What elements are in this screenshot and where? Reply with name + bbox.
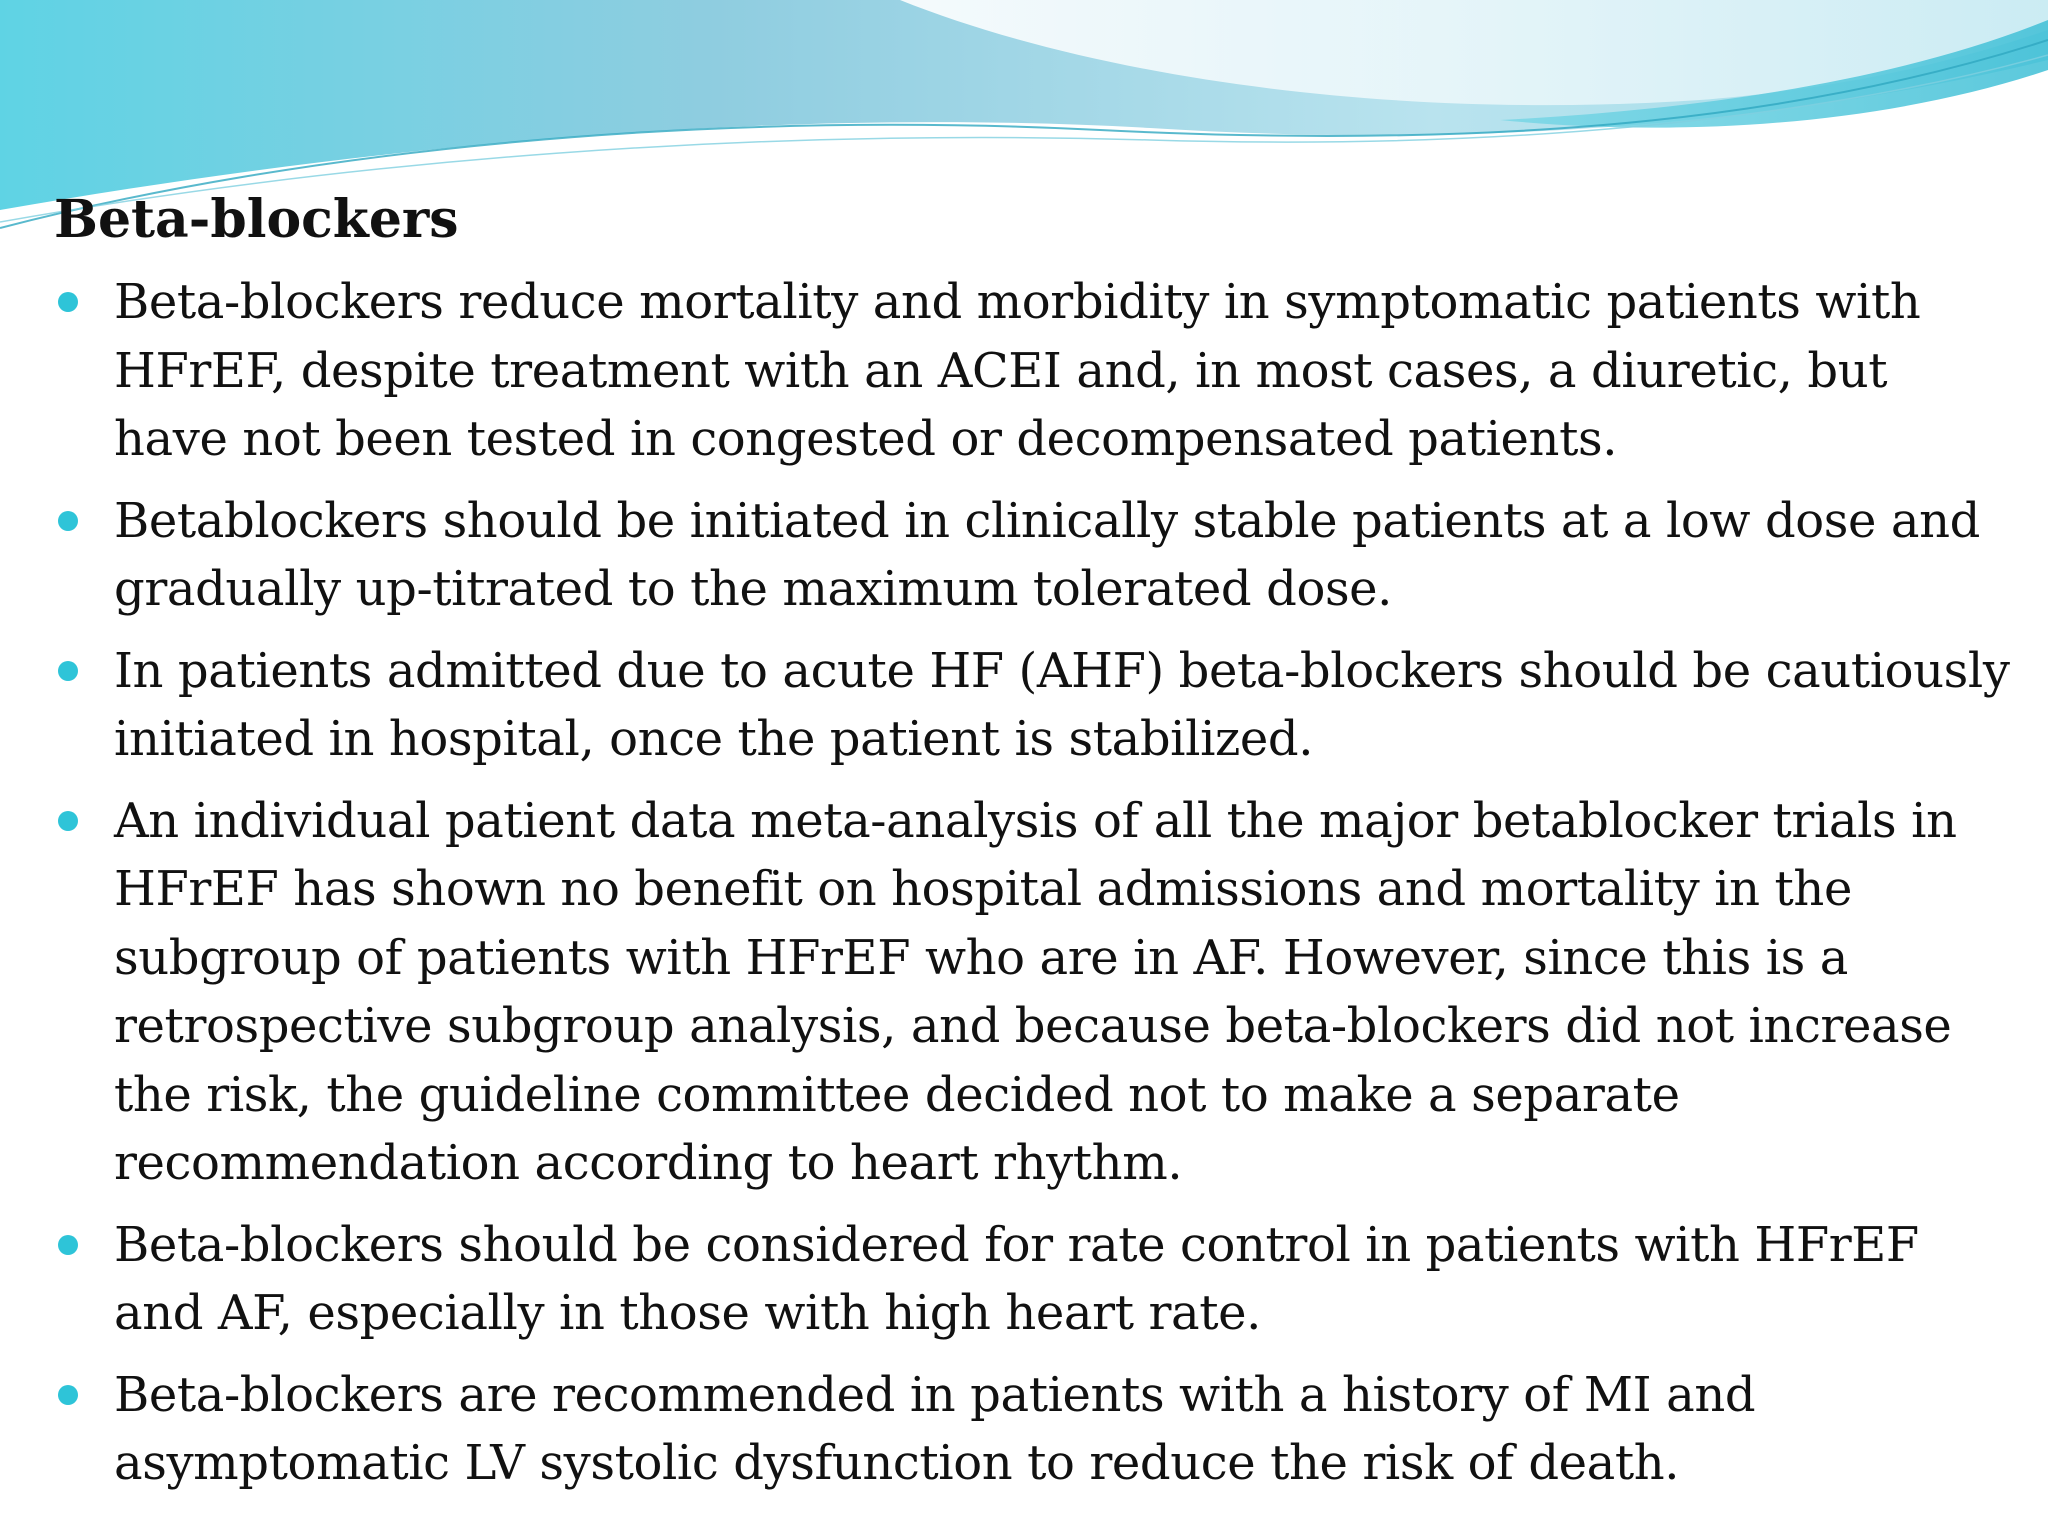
bullet-text: Beta-blockers should be considered for rate control in patients with HFrEF and AF, especially in those with high heart rate. <box>114 1216 1919 1341</box>
bullet-text: In patients admitted due to acute HF (AHF) beta-blockers should be cautiously initiated in hospital, once the patient is stabilized. <box>114 642 2010 767</box>
bullet-dot-icon <box>58 661 78 681</box>
slide-title: Beta-blockers <box>54 189 459 250</box>
bullet-dot-icon <box>58 1385 78 1405</box>
bullet-text: An individual patient data meta-analysis of all the major betablocker trials in HFrEF has shown no benefit on hospital admissions and mortality in the subgroup of patients with HFrEF who are in AF. However, since this is a retrospective subgroup analysis, and because beta-blockers did not increase the risk, the guideline committee decided not to make a separate recommendation according to heart rhythm. <box>114 792 1957 1191</box>
bullet-item <box>54 1361 2014 1498</box>
bullet-list <box>54 268 2014 1511</box>
bullet-item <box>54 1211 2014 1348</box>
bullet-dot-icon <box>58 811 78 831</box>
bullet-dot-icon <box>58 511 78 531</box>
bullet-dot-icon <box>58 292 78 312</box>
bullet-text: Betablockers should be initiated in clinically stable patients at a low dose and gradually up-titrated to the maximum tolerated dose. <box>114 492 1980 617</box>
bullet-item <box>54 487 2014 624</box>
bullet-item <box>54 637 2014 774</box>
bullet-dot-icon <box>58 1235 78 1255</box>
bullet-item <box>54 787 2014 1198</box>
bullet-text: Beta-blockers reduce mortality and morbidity in symptomatic patients with HFrEF, despite treatment with an ACEI and, in most cases, a diuretic, but have not been tested in congested or decompensated patients. <box>114 274 1921 467</box>
bullet-item <box>54 268 2014 474</box>
bullet-text: Beta-blockers are recommended in patients with a history of MI and asymptomatic LV systolic dysfunction to reduce the risk of death. <box>114 1366 1756 1491</box>
